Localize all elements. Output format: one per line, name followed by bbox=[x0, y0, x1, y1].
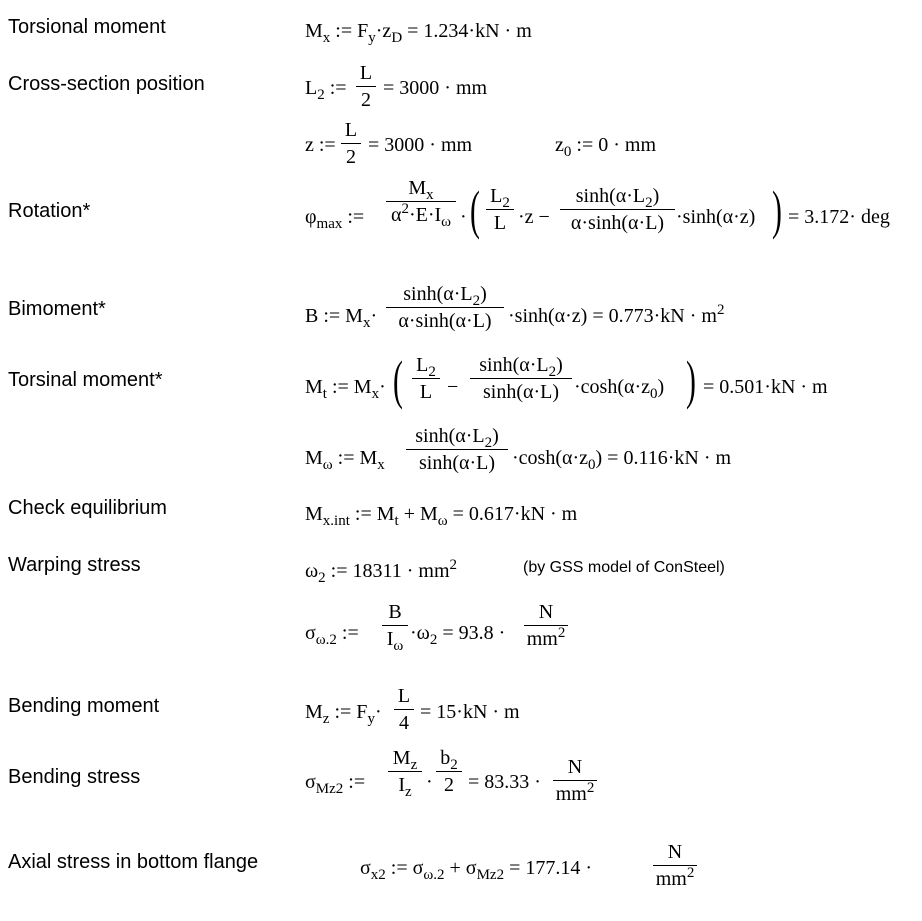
unit-n: N bbox=[538, 601, 554, 623]
label-bimoment: Bimoment* bbox=[8, 298, 106, 320]
unit-mm: mm bbox=[526, 628, 558, 650]
formula-l2-lhs: $L_2$ := bbox=[305, 77, 347, 103]
result-z: = 3000 · mm bbox=[368, 134, 473, 156]
formula-omega2: $\omega_2$ := $18311 \cdot mm^2$ bbox=[305, 557, 458, 586]
label-bending-stress: Bending stress bbox=[8, 766, 141, 788]
fraction-b-over-iomega: B $I_\omega$ bbox=[382, 600, 408, 651]
result-omega2: := 18311 · mm bbox=[330, 560, 450, 582]
fraction-mt-sinh-ratio: $\sinh(\alpha\cdot L_2)$ sinh(α·L) bbox=[470, 353, 572, 404]
result-sigma-x2: = 177.14 · bbox=[509, 857, 593, 879]
right-paren-mt: ) bbox=[686, 350, 696, 410]
unit-n-per-mm2-1: N $mm^2$ bbox=[524, 600, 568, 651]
label-rotation: Rotation* bbox=[8, 200, 91, 222]
formula-sigma-mz2-lhs: $\sigma_{Mz2}$ := bbox=[305, 771, 366, 797]
result-mx-int: = 0.617·kN · m bbox=[452, 503, 578, 525]
fraction-sinh-ratio: $\sinh(\alpha\cdot L_2)$ α·sinh(α·L) bbox=[560, 184, 675, 235]
unit-mm: mm bbox=[555, 783, 587, 805]
unit-n: N bbox=[567, 756, 583, 778]
formula-phi-z-term: ·z − bbox=[518, 206, 550, 228]
fraction-mz-over-iz: $M_z$ $I_z$ bbox=[388, 746, 422, 797]
fraction-l-over-2: L 2 bbox=[356, 61, 376, 112]
formula-momega-rhs: $\cdot\cosh(\alpha\cdot z_0) = 0.116\cdot kN \cdot m$ bbox=[512, 447, 732, 473]
fraction-mt-l2-over-l: $L_2$ L bbox=[412, 353, 440, 404]
result-sigma-omega2: = 93.8 · bbox=[442, 622, 506, 644]
formula-phi-lhs: $\varphi_{max}$ := bbox=[305, 206, 365, 232]
result-mt: = 0.501·kN · m bbox=[703, 376, 828, 398]
result-momega: = 0.116·kN · m bbox=[607, 447, 732, 469]
label-axial-stress: Axial stress in bottom flange bbox=[8, 851, 259, 873]
label-cross-section-position: Cross-section position bbox=[8, 73, 205, 95]
formula-mx-int: $M_{x.int}$ := $M_t + M_\omega = 0.617\cdot kN \cdot m$ bbox=[305, 503, 578, 529]
result-z0: := 0 · mm bbox=[576, 134, 656, 156]
formula-b-lhs: B := $M_x\cdot$ bbox=[305, 305, 378, 331]
label-torsional-moment: Torsional moment bbox=[8, 16, 166, 38]
label-bending-moment: Bending moment bbox=[8, 695, 160, 717]
result-b: = 0.773·kN · m bbox=[592, 305, 717, 327]
fraction-b-sinh-ratio: $\sinh(\alpha\cdot L_2)$ α·sinh(α·L) bbox=[386, 282, 504, 333]
formula-phi-sinh-z: ·sinh(α·z) bbox=[676, 206, 756, 228]
fraction-l-over-2-z: L 2 bbox=[341, 118, 361, 169]
formula-mz-lhs: $M_z$ := $F_y\cdot$ bbox=[305, 701, 382, 727]
dot-operator-2: · bbox=[426, 771, 433, 793]
right-paren: ) bbox=[772, 180, 782, 240]
formula-momega-lhs: $M_\omega$ := $M_x$ bbox=[305, 447, 385, 473]
fraction-b2-over-2: $b_2$ 2 bbox=[436, 746, 462, 797]
unit-n-per-mm2-3: N $mm^2$ bbox=[653, 840, 697, 891]
result-sigma-mz2: = 83.33 · bbox=[468, 771, 541, 793]
label-warping-stress: Warping stress bbox=[8, 554, 141, 576]
result-mx: = 1.234·kN · m bbox=[407, 20, 532, 42]
formula-sigma-omega2-mid: $\cdot\omega_2 = 93.8$ · bbox=[410, 622, 506, 648]
left-paren-mt: ( bbox=[393, 350, 403, 410]
formula-torsional-moment: $M_x$ := $F_y\cdot z_D = 1.234\cdot kN \cdot m$ bbox=[305, 20, 532, 46]
label-torsinal-moment: Torsinal moment* bbox=[8, 369, 163, 391]
unit-mm: mm bbox=[655, 868, 687, 890]
result-mz: = 15·kN · m bbox=[420, 701, 520, 723]
formula-z0: $z_0$ := 0 · mm bbox=[555, 134, 656, 160]
fraction-momega-sinh-ratio: $\sinh(\alpha\cdot L_2)$ sinh(α·L) bbox=[406, 424, 508, 475]
label-check-equilibrium: Check equilibrium bbox=[8, 497, 167, 519]
formula-b-rhs: $\cdot\sinh(\alpha\cdot z) = 0.773\cdot kN \cdot m^2$ bbox=[508, 302, 725, 327]
unit-n: N bbox=[667, 841, 683, 863]
result-phi-max: = 3.172· deg bbox=[788, 206, 890, 228]
note-gss-model: (by GSS model of ConSteel) bbox=[523, 559, 725, 576]
result-l2: = 3000 · mm bbox=[383, 77, 488, 99]
formula-sigma-x2: $\sigma_{x2}$ := $\sigma_{\omega.2} + \sigma_{Mz2} = 177.14$ · bbox=[360, 857, 593, 883]
formula-sigma-omega2-lhs: $\sigma_{\omega.2}$ := bbox=[305, 622, 359, 648]
fraction-l-over-4: L 4 bbox=[394, 684, 414, 735]
unit-n-per-mm2-2: N $mm^2$ bbox=[553, 755, 597, 806]
fraction-l2-over-l: $L_2$ L bbox=[486, 184, 514, 235]
formula-mt-lhs: $M_t$ := $M_x\cdot$ bbox=[305, 376, 386, 402]
fraction-mx-over-alpha-e-i: $M_x$ $\alpha^2\cdot E\cdot I_\omega$ bbox=[386, 176, 456, 227]
formula-z-lhs: z := bbox=[305, 134, 336, 156]
dot-operator: · bbox=[460, 206, 467, 228]
minus-operator: − bbox=[447, 376, 459, 398]
left-paren: ( bbox=[470, 180, 480, 240]
formula-mt-cosh: $\cdot\cosh(\alpha\cdot z_0)$ bbox=[574, 376, 665, 402]
